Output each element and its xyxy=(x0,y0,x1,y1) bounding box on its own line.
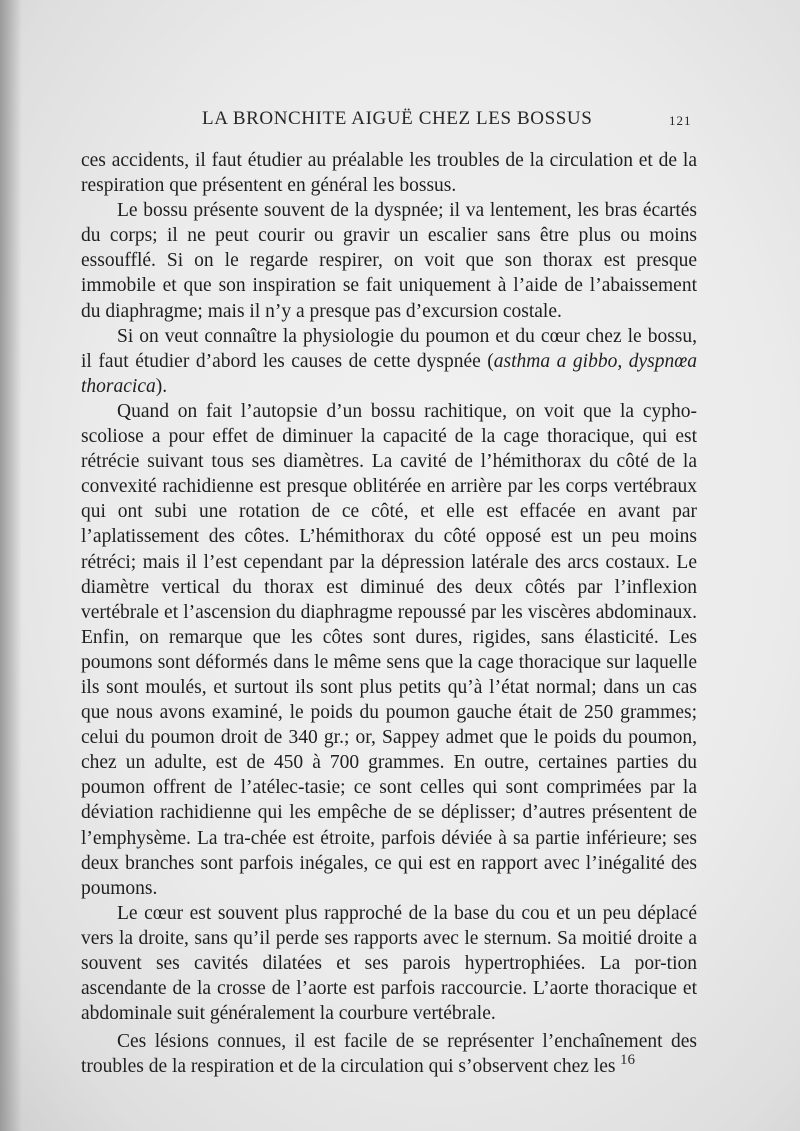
paragraph-text: Ces lésions connues, il est facile de se représenter l’enchaînement des troubles de la respiration et de la circulation qui s’observent chez les xyxy=(81,1031,697,1078)
paragraph xyxy=(81,148,697,198)
italic-term: asthma a gibbo, dyspnœa thoracica xyxy=(81,350,697,397)
paragraph xyxy=(81,399,697,901)
paragraph xyxy=(81,1029,697,1079)
signature-mark: 16 xyxy=(620,1052,635,1068)
page-number: 121 xyxy=(669,113,692,128)
paragraph-text: Le bossu présente souvent de la dyspnée; il va lentement, les bras écartés du corps; il ne peut courir ou gravir un escalier sans être plus ou moins essoufflé. Si on le regarde respirer, on voit que son thorax est presque immobile et que son inspiration se fait uniquement à l’aide de l’abaissement du diaphragme; mais il n’y a presque pas d’excursion costale. xyxy=(81,200,697,322)
paragraph-text: Si on veut connaître la physiologie du poumon et du cœur chez le bossu, il faut étudier d’abord les causes de cette dyspnée ( xyxy=(81,325,697,372)
paragraph xyxy=(81,901,697,1026)
paragraph-text: ). xyxy=(155,375,168,397)
running-head xyxy=(0,108,800,138)
body-text xyxy=(81,148,697,1079)
binding-shadow xyxy=(0,0,22,1131)
paragraph-text: Quand on fait l’autopsie d’un bossu rachitique, on voit que la cypho-scoliose a pour effet de diminuer la capacité de la cage thoracique, qui est rétrécie suivant tous ses diamètres. La cavité de l’hémithorax du côté de la convexité rachidienne est presque oblitérée en arrière par les corps vertébraux qui ont subi une rotation de ce côté, et elle est effacée en avant par l’aplatissement des côtes. L’hémithorax du côté opposé est un peu moins rétréci; mais il l’est cependant par la dépression latérale des arcs costaux. Le diamètre vertical du thorax est diminué des deux côtés par l’inflexion vertébrale et l’ascension du diaphragme repoussé par les viscères abdominaux. Enfin, on remarque que les côtes sont dures, rigides, sans élasticité. Les poumons sont déformés dans le même sens que la cage thoracique sur laquelle ils sont moulés, et surtout ils sont plus petits qu’à l’état normal; dans un cas que nous avons examiné, le poids du poumon gauche était de 250 grammes; celui du poumon droit de 340 gr.; or, Sappey admet que le poids du poumon, chez un adulte, est de 450 à 700 grammes. En outre, certaines parties du poumon offrent de l’atélec-tasie; ce sont celles qui sont comprimées par la déviation rachidienne qui les empêche de se déplisser; d’autres présentent de l’emphysème. La tra-chée est étroite, parfois déviée à sa partie inférieure; ses deux branches sont parfois inégales, ce qui est en rapport avec l’inégalité des poumons. xyxy=(81,400,697,899)
running-head-title: LA BRONCHITE AIGUË CHEZ LES BOSSUS xyxy=(202,108,593,129)
paragraph xyxy=(81,324,697,399)
paragraph-text: ces accidents, il faut étudier au préalable les troubles de la circulation et de la respiration que présentent en général les bossus. xyxy=(81,150,697,197)
paragraph xyxy=(81,198,697,323)
paragraph-text: Le cœur est souvent plus rapproché de la base du cou et un peu déplacé vers la droite, sans qu’il perde ses rapports avec le sternum. Sa moitié droite a souvent ses cavités dilatées et ses parois hypertrophiées. La por-tion ascendante de la crosse de l’aorte est parfois raccourcie. L’aorte thoracique et abdominale suit généralement la courbure vertébrale. xyxy=(81,902,697,1025)
